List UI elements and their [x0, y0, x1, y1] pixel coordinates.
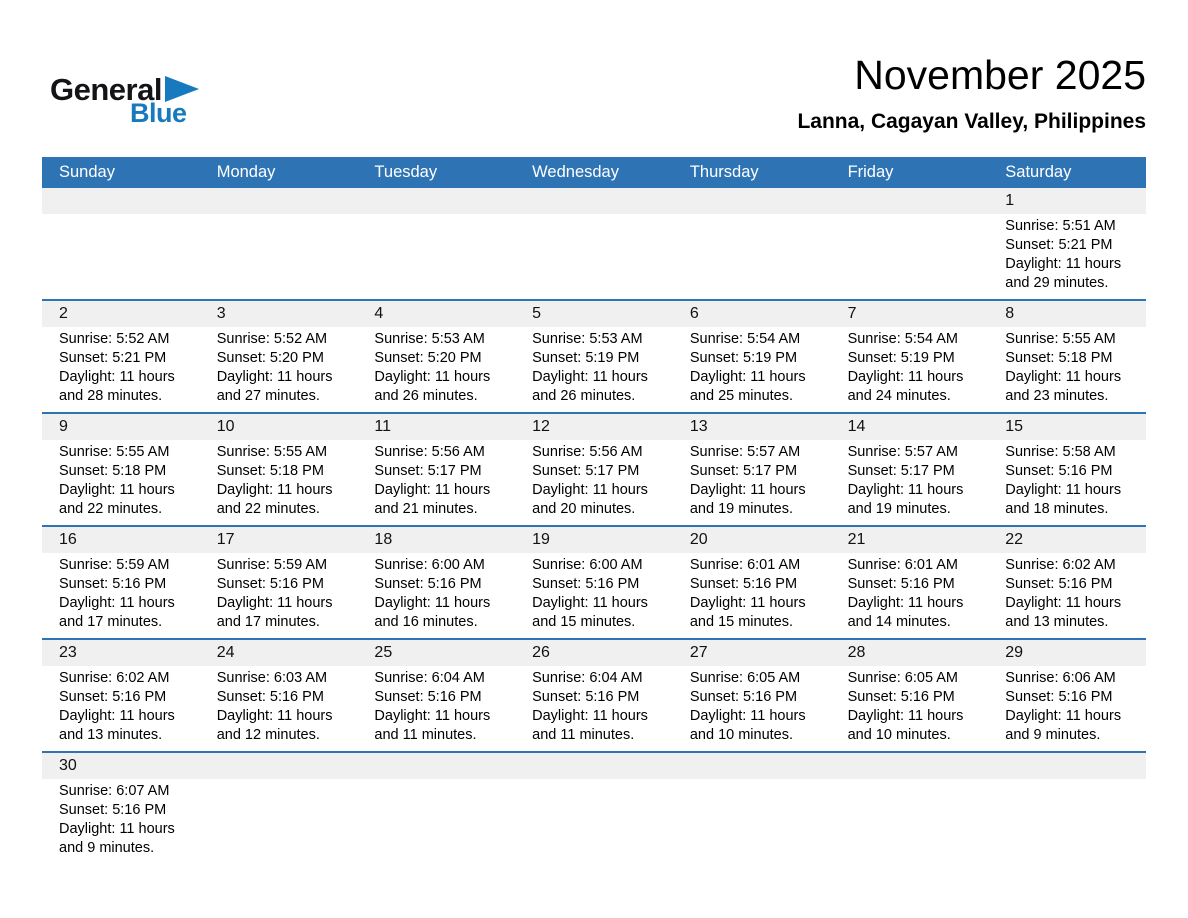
sunrise-text: Sunrise: 6:07 AM	[59, 783, 170, 799]
day-cell	[831, 414, 989, 525]
day-details	[200, 666, 358, 751]
day-cell	[673, 414, 831, 525]
day-number: 29	[988, 640, 1146, 666]
day-number: 12	[515, 414, 673, 440]
day-cell	[42, 188, 200, 299]
sunrise-text: Sunrise: 5:57 AM	[689, 444, 801, 460]
day-number: 6	[673, 301, 831, 327]
day-number	[673, 188, 831, 214]
day-cell	[42, 753, 200, 918]
sunrise-text: Sunrise: 6:00 AM	[374, 557, 485, 573]
daylight-text-cont: and 11 minutes.	[374, 727, 477, 743]
day-cell	[988, 753, 1146, 918]
daylight-text-cont: and 24 minutes.	[847, 388, 951, 404]
sunset-text: Sunset: 5:16 PM	[532, 689, 640, 705]
sunset-text: Sunset: 5:16 PM	[374, 689, 482, 705]
daylight-text-cont: and 27 minutes.	[216, 388, 320, 404]
sunset-text: Sunset: 5:19 PM	[847, 350, 955, 366]
day-number: 26	[515, 640, 673, 666]
day-cell	[200, 640, 358, 751]
day-number: 20	[673, 527, 831, 553]
weekday-header-cell: Friday	[847, 163, 894, 181]
day-number: 7	[831, 301, 989, 327]
logo-text-general: General	[50, 72, 162, 107]
daylight-text: Daylight: 11 hours	[1005, 595, 1122, 611]
daylight-text-cont: and 13 minutes.	[1005, 614, 1109, 630]
daylight-text-cont: and 13 minutes.	[59, 727, 163, 743]
sunrise-text: Sunrise: 5:55 AM	[216, 444, 328, 460]
day-number	[988, 753, 1146, 779]
sunrise-text: Sunrise: 6:05 AM	[847, 670, 958, 686]
sunset-text: Sunset: 5:17 PM	[374, 463, 482, 479]
day-number	[673, 753, 831, 779]
weekday-header-cell: Monday	[216, 163, 276, 181]
day-number: 25	[357, 640, 515, 666]
month-title: November 2025	[854, 52, 1146, 98]
day-details	[831, 440, 989, 525]
day-details	[673, 553, 831, 638]
day-details	[357, 440, 515, 525]
day-details	[831, 666, 989, 751]
daylight-text: Daylight: 11 hours	[59, 595, 175, 611]
day-details	[200, 214, 358, 298]
day-number: 27	[673, 640, 831, 666]
sunset-text: Sunset: 5:16 PM	[59, 802, 167, 818]
weekday-header-cell: Wednesday	[532, 163, 619, 181]
day-number: 23	[42, 640, 200, 666]
sunrise-text: Sunrise: 6:02 AM	[59, 670, 170, 686]
day-number: 22	[988, 527, 1146, 553]
daylight-text: Daylight: 11 hours	[847, 369, 964, 385]
weekday-header-cell: Sunday	[59, 163, 115, 181]
day-cell	[673, 188, 831, 299]
day-cell	[357, 414, 515, 525]
day-number	[357, 188, 515, 214]
daylight-text-cont: and 15 minutes.	[532, 614, 636, 630]
sunset-text: Sunset: 5:18 PM	[1005, 350, 1113, 366]
sunset-text: Sunset: 5:16 PM	[216, 689, 324, 705]
sunset-text: Sunset: 5:20 PM	[374, 350, 482, 366]
title-block	[797, 52, 1146, 134]
day-number: 24	[200, 640, 358, 666]
day-details	[357, 779, 515, 863]
day-details	[357, 327, 515, 412]
day-details	[200, 553, 358, 638]
day-details	[42, 214, 200, 298]
page-header	[0, 0, 1188, 157]
weekday-header-cell: Tuesday	[374, 163, 438, 181]
day-number: 30	[42, 753, 200, 779]
day-number	[515, 753, 673, 779]
daylight-text: Daylight: 11 hours	[216, 482, 333, 498]
day-cell	[515, 301, 673, 412]
day-cell	[673, 753, 831, 918]
day-details	[988, 553, 1146, 638]
daylight-text-cont: and 10 minutes.	[847, 727, 951, 743]
day-details	[42, 666, 200, 751]
day-number: 17	[200, 527, 358, 553]
day-details	[200, 440, 358, 525]
day-number	[831, 753, 989, 779]
sunset-text: Sunset: 5:16 PM	[59, 576, 167, 592]
sunrise-text: Sunrise: 6:04 AM	[374, 670, 485, 686]
day-details	[831, 327, 989, 412]
daylight-text: Daylight: 11 hours	[689, 482, 806, 498]
daylight-text: Daylight: 11 hours	[374, 482, 491, 498]
daylight-text-cont: and 19 minutes.	[689, 501, 794, 517]
daylight-text-cont: and 14 minutes.	[847, 614, 951, 630]
day-cell	[515, 414, 673, 525]
day-details	[200, 327, 358, 412]
daylight-text-cont: and 22 minutes.	[59, 501, 163, 517]
sunrise-text: Sunrise: 5:54 AM	[689, 331, 801, 347]
sunset-text: Sunset: 5:16 PM	[1005, 576, 1113, 592]
day-cell	[515, 640, 673, 751]
daylight-text-cont: and 26 minutes.	[374, 388, 478, 404]
location-subtitle: Lanna, Cagayan Valley, Philippines	[797, 110, 1146, 134]
day-cell	[200, 188, 358, 299]
logo-text-blue: Blue	[130, 98, 187, 128]
daylight-text: Daylight: 11 hours	[847, 482, 964, 498]
sunset-text: Sunset: 5:16 PM	[1005, 463, 1113, 479]
day-number: 15	[988, 414, 1146, 440]
daylight-text: Daylight: 11 hours	[532, 482, 648, 498]
day-details	[988, 440, 1146, 525]
daylight-text: Daylight: 11 hours	[216, 369, 333, 385]
sunrise-text: Sunrise: 6:01 AM	[689, 557, 801, 573]
day-number	[515, 188, 673, 214]
day-number: 13	[673, 414, 831, 440]
day-number: 11	[357, 414, 515, 440]
daylight-text-cont: and 10 minutes.	[689, 727, 794, 743]
day-details	[42, 327, 200, 412]
sunset-text: Sunset: 5:17 PM	[847, 463, 955, 479]
sunrise-text: Sunrise: 6:06 AM	[1005, 670, 1116, 686]
day-number	[831, 188, 989, 214]
day-cell	[673, 527, 831, 638]
sunrise-text: Sunrise: 5:53 AM	[374, 331, 485, 347]
daylight-text: Daylight: 11 hours	[847, 708, 964, 724]
sunrise-text: Sunrise: 5:51 AM	[1005, 218, 1116, 234]
daylight-text: Daylight: 11 hours	[59, 482, 175, 498]
sunset-text: Sunset: 5:20 PM	[216, 350, 324, 366]
daylight-text: Daylight: 11 hours	[1005, 369, 1122, 385]
daylight-text-cont: and 21 minutes.	[374, 501, 478, 517]
day-number: 2	[42, 301, 200, 327]
daylight-text: Daylight: 11 hours	[1005, 256, 1122, 272]
sunrise-text: Sunrise: 5:59 AM	[59, 557, 170, 573]
day-cell	[831, 188, 989, 299]
day-number: 5	[515, 301, 673, 327]
sunrise-text: Sunrise: 5:57 AM	[847, 444, 958, 460]
daylight-text-cont: and 22 minutes.	[216, 501, 320, 517]
day-cell	[42, 414, 200, 525]
day-cell	[42, 301, 200, 412]
daylight-text: Daylight: 11 hours	[59, 708, 175, 724]
sunset-text: Sunset: 5:16 PM	[374, 576, 482, 592]
sunset-text: Sunset: 5:17 PM	[689, 463, 798, 479]
sunrise-text: Sunrise: 5:58 AM	[1005, 444, 1116, 460]
daylight-text: Daylight: 11 hours	[847, 595, 964, 611]
day-number	[200, 753, 358, 779]
daylight-text: Daylight: 11 hours	[532, 595, 648, 611]
daylight-text-cont: and 23 minutes.	[1005, 388, 1109, 404]
day-details	[42, 440, 200, 525]
weekday-header-row	[42, 157, 1146, 188]
day-cell	[200, 414, 358, 525]
day-cell	[42, 640, 200, 751]
daylight-text-cont: and 28 minutes.	[59, 388, 163, 404]
day-cell	[200, 753, 358, 918]
sunrise-text: Sunrise: 5:59 AM	[216, 557, 328, 573]
day-number: 9	[42, 414, 200, 440]
day-details	[673, 779, 831, 863]
sunrise-text: Sunrise: 5:52 AM	[59, 331, 170, 347]
daylight-text-cont: and 17 minutes.	[59, 614, 163, 630]
day-number: 16	[42, 527, 200, 553]
daylight-text: Daylight: 11 hours	[689, 708, 806, 724]
day-number: 21	[831, 527, 989, 553]
daylight-text: Daylight: 11 hours	[689, 369, 806, 385]
day-details	[357, 666, 515, 751]
sunrise-text: Sunrise: 5:56 AM	[374, 444, 485, 460]
day-details	[831, 214, 989, 298]
sunrise-text: Sunrise: 5:56 AM	[532, 444, 643, 460]
day-number: 4	[357, 301, 515, 327]
sunrise-text: Sunrise: 6:01 AM	[847, 557, 958, 573]
daylight-text: Daylight: 11 hours	[374, 595, 491, 611]
day-cell	[515, 527, 673, 638]
daylight-text: Daylight: 11 hours	[216, 708, 333, 724]
sunrise-text: Sunrise: 5:52 AM	[216, 331, 328, 347]
week-row	[42, 414, 1146, 527]
day-details	[42, 553, 200, 638]
sunrise-text: Sunrise: 6:00 AM	[532, 557, 643, 573]
sunset-text: Sunset: 5:19 PM	[689, 350, 798, 366]
sunset-text: Sunset: 5:16 PM	[847, 576, 955, 592]
day-cell	[831, 640, 989, 751]
sunrise-text: Sunrise: 5:54 AM	[847, 331, 958, 347]
day-details	[988, 666, 1146, 751]
daylight-text: Daylight: 11 hours	[216, 595, 333, 611]
day-details	[831, 779, 989, 863]
day-cell	[988, 188, 1146, 299]
daylight-text-cont: and 17 minutes.	[216, 614, 320, 630]
day-details	[515, 214, 673, 298]
daylight-text: Daylight: 11 hours	[689, 595, 806, 611]
daylight-text: Daylight: 11 hours	[59, 821, 175, 837]
day-details	[515, 327, 673, 412]
daylight-text-cont: and 16 minutes.	[374, 614, 478, 630]
day-cell	[200, 301, 358, 412]
day-cell	[357, 753, 515, 918]
day-number: 14	[831, 414, 989, 440]
daylight-text-cont: and 11 minutes.	[532, 727, 635, 743]
sunset-text: Sunset: 5:17 PM	[532, 463, 640, 479]
week-row	[42, 301, 1146, 414]
day-number: 8	[988, 301, 1146, 327]
calendar-table	[42, 157, 1146, 918]
daylight-text-cont: and 18 minutes.	[1005, 501, 1109, 517]
sunset-text: Sunset: 5:18 PM	[59, 463, 167, 479]
day-details	[831, 553, 989, 638]
daylight-text-cont: and 20 minutes.	[532, 501, 636, 517]
day-details	[515, 440, 673, 525]
daylight-text-cont: and 9 minutes.	[59, 840, 155, 856]
day-cell	[831, 301, 989, 412]
sunrise-text: Sunrise: 6:02 AM	[1005, 557, 1116, 573]
day-cell	[988, 301, 1146, 412]
day-cell	[42, 527, 200, 638]
day-cell	[515, 753, 673, 918]
day-details	[673, 327, 831, 412]
sunset-text: Sunset: 5:16 PM	[59, 689, 167, 705]
weekday-header-cell: Thursday	[689, 163, 759, 181]
sunrise-text: Sunrise: 6:04 AM	[532, 670, 643, 686]
day-number	[200, 188, 358, 214]
daylight-text-cont: and 25 minutes.	[689, 388, 794, 404]
sunset-text: Sunset: 5:18 PM	[216, 463, 324, 479]
sunset-text: Sunset: 5:21 PM	[1005, 237, 1113, 253]
week-row	[42, 640, 1146, 753]
sunset-text: Sunset: 5:16 PM	[847, 689, 955, 705]
day-number: 1	[988, 188, 1146, 214]
daylight-text: Daylight: 11 hours	[1005, 708, 1122, 724]
day-cell	[988, 640, 1146, 751]
day-number	[357, 753, 515, 779]
sunrise-text: Sunrise: 6:03 AM	[216, 670, 328, 686]
day-details	[673, 440, 831, 525]
daylight-text: Daylight: 11 hours	[1005, 482, 1122, 498]
week-row	[42, 527, 1146, 640]
daylight-text: Daylight: 11 hours	[59, 369, 175, 385]
day-cell	[357, 527, 515, 638]
day-details	[673, 666, 831, 751]
day-number: 10	[200, 414, 358, 440]
day-details	[357, 553, 515, 638]
daylight-text-cont: and 15 minutes.	[689, 614, 794, 630]
general-blue-logo	[50, 74, 199, 127]
day-cell	[515, 188, 673, 299]
day-details	[515, 553, 673, 638]
daylight-text-cont: and 9 minutes.	[1005, 727, 1101, 743]
day-cell	[988, 527, 1146, 638]
week-row	[42, 188, 1146, 301]
day-cell	[357, 301, 515, 412]
day-details	[988, 779, 1146, 863]
day-cell	[831, 527, 989, 638]
daylight-text: Daylight: 11 hours	[374, 708, 491, 724]
day-cell	[673, 301, 831, 412]
sunset-text: Sunset: 5:21 PM	[59, 350, 167, 366]
day-cell	[988, 414, 1146, 525]
sunset-text: Sunset: 5:16 PM	[689, 576, 798, 592]
daylight-text: Daylight: 11 hours	[532, 369, 648, 385]
sunrise-text: Sunrise: 5:55 AM	[1005, 331, 1116, 347]
day-details	[988, 214, 1146, 299]
daylight-text-cont: and 29 minutes.	[1005, 275, 1109, 291]
daylight-text-cont: and 12 minutes.	[216, 727, 320, 743]
day-number: 18	[357, 527, 515, 553]
day-details	[42, 779, 200, 864]
sunrise-text: Sunrise: 5:53 AM	[532, 331, 643, 347]
calendar-weeks	[42, 188, 1146, 918]
day-details	[357, 214, 515, 298]
sunset-text: Sunset: 5:16 PM	[532, 576, 640, 592]
day-cell	[357, 640, 515, 751]
day-number: 19	[515, 527, 673, 553]
daylight-text: Daylight: 11 hours	[532, 708, 648, 724]
daylight-text-cont: and 26 minutes.	[532, 388, 636, 404]
day-number: 3	[200, 301, 358, 327]
day-cell	[357, 188, 515, 299]
day-details	[515, 779, 673, 863]
daylight-text: Daylight: 11 hours	[374, 369, 491, 385]
weekday-header-cell: Saturday	[1005, 163, 1072, 181]
sunrise-text: Sunrise: 5:55 AM	[59, 444, 170, 460]
daylight-text-cont: and 19 minutes.	[847, 501, 951, 517]
day-number: 28	[831, 640, 989, 666]
sunrise-text: Sunrise: 6:05 AM	[689, 670, 801, 686]
day-details	[673, 214, 831, 298]
sunset-text: Sunset: 5:16 PM	[1005, 689, 1113, 705]
day-cell	[673, 640, 831, 751]
day-details	[515, 666, 673, 751]
week-row	[42, 753, 1146, 918]
day-number	[42, 188, 200, 214]
sunset-text: Sunset: 5:16 PM	[216, 576, 324, 592]
day-details	[988, 327, 1146, 412]
sunset-text: Sunset: 5:16 PM	[689, 689, 798, 705]
day-details	[200, 779, 358, 863]
day-cell	[831, 753, 989, 918]
sunset-text: Sunset: 5:19 PM	[532, 350, 640, 366]
day-cell	[200, 527, 358, 638]
